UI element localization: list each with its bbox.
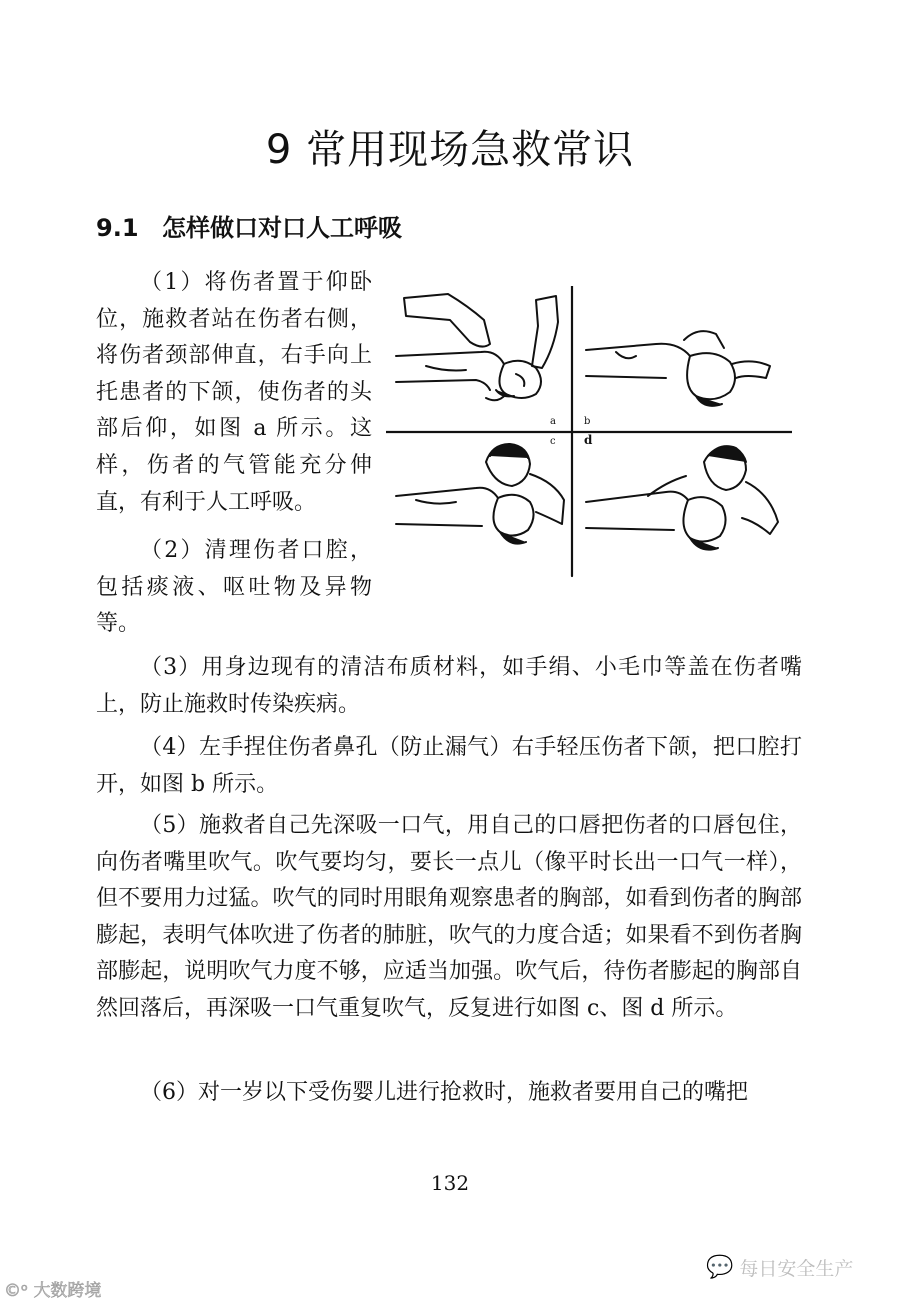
section-number: 9.1: [96, 214, 139, 242]
paragraph-6: （6）对一岁以下受伤婴儿进行抢救时，施救者要用自己的嘴把: [140, 1080, 748, 1105]
watermark-right: [706, 1254, 853, 1281]
chat-bubble-icon: 💬: [706, 1255, 734, 1280]
panel-d-drawing: [586, 446, 778, 549]
paragraph-5: （5）施救者自己先深吸一口气，用自己的口唇把伤者的口唇包住，向伤者嘴里吹气。吹气要均匀，要长一点儿（像平时长出一口气一样），但不要用力过猛。吹气的同时用眼角观察患者的胸部，如看到伤者的胸部膨起，表明气体吹进了伤者的肺脏，吹气的力度合适；如果看不到伤者胸部膨起，说明吹气力度不够，应适当加强。吹气后，待伤者膨起的胸部自然回落后，再深吸一口气重复吹气，反复进行如图 c、图 d 所示。: [96, 813, 802, 1021]
cpr-illustration: [386, 286, 792, 582]
paragraph-1: （1）将伤者置于仰卧位，施救者站在伤者右侧，将伤者颈部伸直，右手向上托患者的下颌，使伤者的头部后仰，如图 a 所示。这样，伤者的气管能充分伸直，有利于人工呼吸。: [96, 270, 372, 515]
section-title: 怎样做口对口人工呼吸: [162, 214, 402, 242]
panel-c-drawing: [396, 444, 564, 544]
panel-label-b: b: [584, 416, 591, 427]
watermark-left-text: 大数跨境: [33, 1281, 102, 1301]
watermark-logo-icon: ©ᵒ: [4, 1281, 29, 1301]
paragraph-2: （2）清理伤者口腔，包括痰液、呕吐物及异物等。: [96, 538, 372, 637]
page-number: 132: [430, 1171, 470, 1195]
section-heading: [96, 208, 402, 243]
chapter-title: 9 常用现场急救常识: [265, 127, 635, 173]
paragraph-3: （3）用身边现有的清洁布质材料，如手绢、小毛巾等盖在伤者嘴上，防止施救时传染疾病。: [96, 655, 802, 717]
panel-label-d: d: [584, 433, 593, 447]
panel-label-a: a: [550, 416, 556, 427]
panel-a-drawing: [396, 294, 558, 400]
paragraph-4: （4）左手捏住伤者鼻孔（防止漏气）右手轻压伤者下颌，把口腔打开，如图 b 所示。: [96, 735, 802, 797]
panel-b-drawing: [586, 331, 770, 406]
watermark-left: [4, 1276, 101, 1301]
watermark-right-text: 每日安全生产: [739, 1258, 854, 1280]
panel-label-c: c: [550, 436, 556, 447]
